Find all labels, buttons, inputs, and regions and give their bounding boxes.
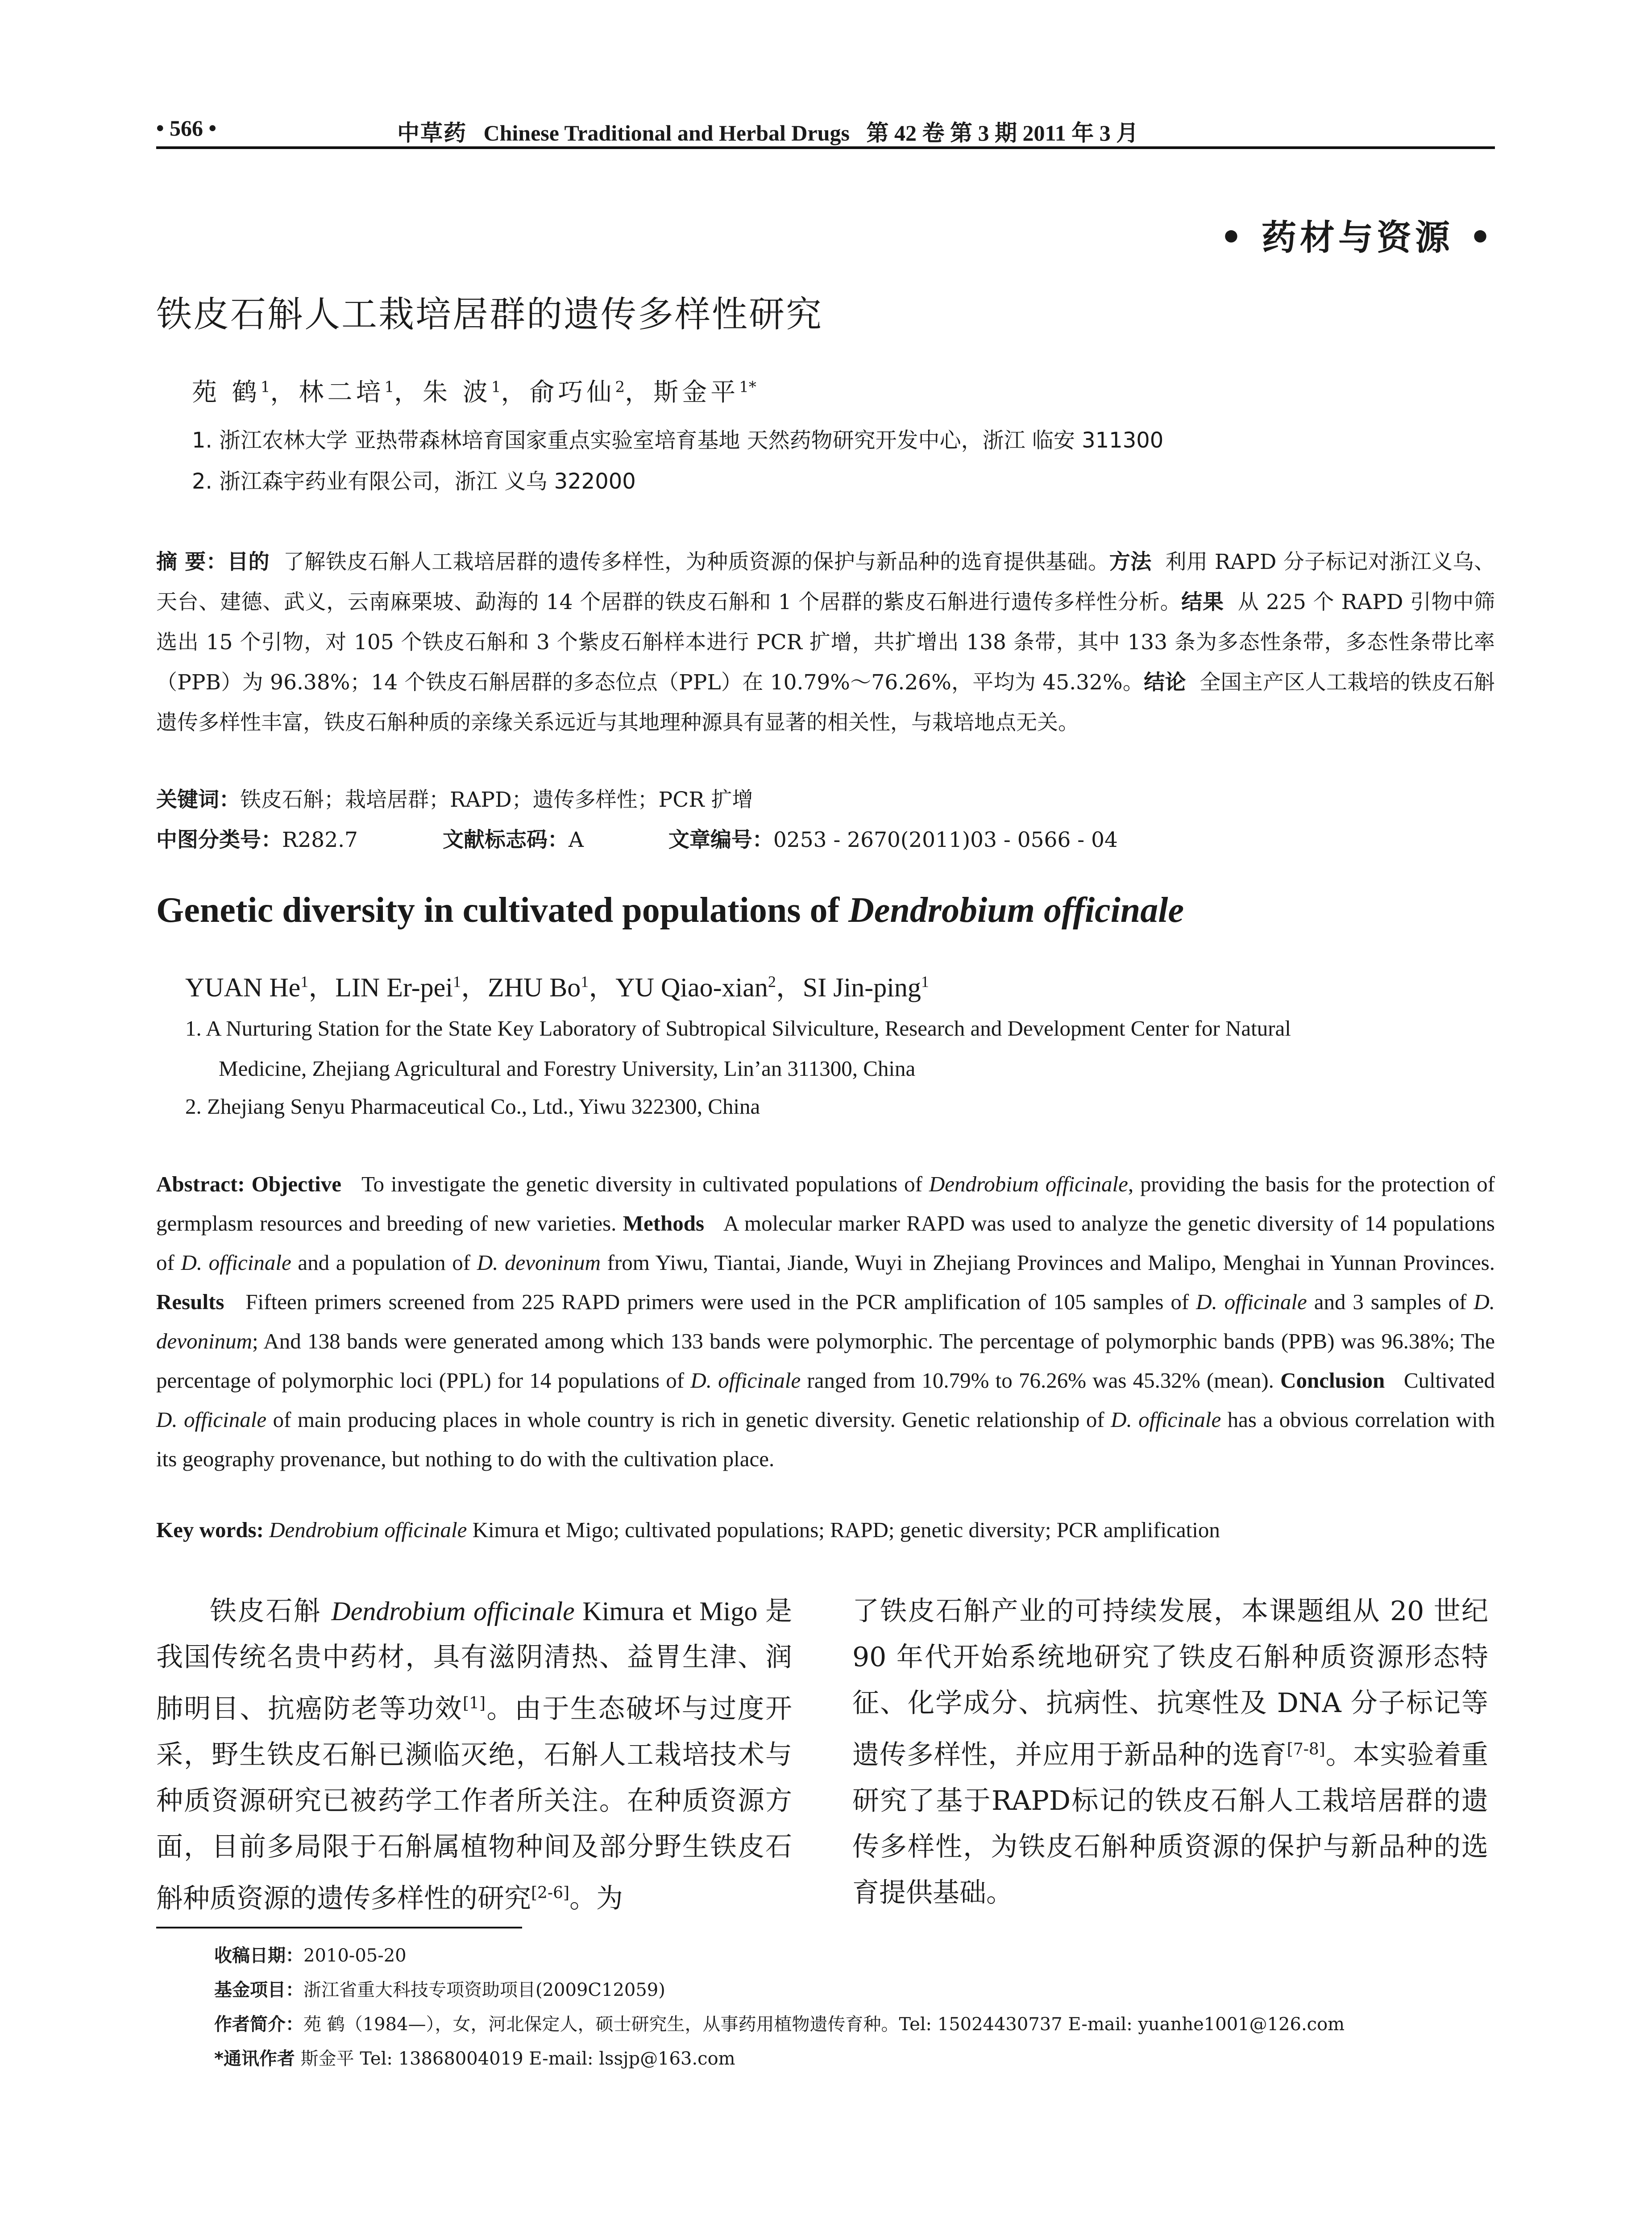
classification-line xyxy=(156,823,1118,853)
abstract-label: 摘 要： xyxy=(156,550,228,574)
methods-text: from Yiwu, Tiantai, Jiande, Wuyi in Zhejiang Provinces and Malipo, Menghai in Yunnan Provinces. xyxy=(600,1250,1495,1275)
body-text: 。为 xyxy=(569,1883,623,1914)
species-name: D. officinale xyxy=(690,1368,801,1393)
body-text: 。由于生态破坏与过度开采，野生铁皮石斛已濒临灭绝，石斛人工栽培技术与种质资源研究已被药学工作者所关注。在种质资源方面，目前多局限于石斛属植物种间及部分野生铁皮石斛种质资源的遗传多样性的研究 xyxy=(156,1693,792,1914)
author-list-chinese: 苑 鹤$^1$，林二培$^1$，朱 波$^1$，俞巧仙$^2$，斯金平$^{1*}$ xyxy=(192,378,756,407)
footnotes xyxy=(214,1939,1345,2076)
author-name: YUAN He xyxy=(185,973,301,1002)
affiliation-english-1-line2: Medicine, Zhejiang Agricultural and Forestry University, Lin’an 311300, China xyxy=(219,1056,916,1081)
footnote-divider xyxy=(156,1927,522,1928)
results-text: Fifteen primers screened from 225 RAPD primers were used in the PCR amplification of 105 samples of xyxy=(245,1290,1196,1314)
author-affiliation-mark: 1 xyxy=(384,378,394,396)
abstract-chinese xyxy=(156,542,1495,743)
footnote-text: 斯金平 Tel: 13868004019 E-mail: lssjp@163.com xyxy=(295,2049,735,2069)
affiliation-english-2: 2. Zhejiang Senyu Pharmaceutical Co., Ltd., Yiwu 322300, China xyxy=(185,1094,760,1119)
author-affiliation-mark: 1 xyxy=(300,973,309,991)
journal-info xyxy=(397,115,1138,147)
title-english-species: Dendrobium officinale xyxy=(848,891,1184,930)
species-name: Dendrobium officinale xyxy=(929,1172,1128,1196)
keywords-label: Key words: xyxy=(156,1518,264,1542)
author-name: 林二培 xyxy=(299,378,385,407)
author-affiliation-mark: 1 xyxy=(581,973,589,991)
conclusion-label: 结论 xyxy=(1144,670,1186,695)
species-name: D. officinale xyxy=(156,1407,267,1432)
footnote-author xyxy=(214,2007,1345,2042)
objective-text: To investigate the genetic diversity in cultivated populations of xyxy=(361,1172,929,1196)
footnote-text: 苑 鹤（1984—），女，河北保定人，硕士研究生，从事药用植物遗传育种。Tel: 15024430737 E-mail: yuanhe1001@126.com xyxy=(303,2014,1345,2035)
affiliation-english-1 xyxy=(185,1008,1495,1089)
keywords-chinese xyxy=(156,783,753,813)
methods-label: 方法 xyxy=(1109,550,1152,574)
keywords-english xyxy=(156,1517,1220,1543)
objective-label: 目的 xyxy=(227,550,270,574)
species-name: D. officinale xyxy=(1196,1290,1307,1314)
author-name: 斯金平 xyxy=(653,378,739,407)
body-text: 。本实验着重研究了基于RAPD标记的铁皮石斛人工栽培居群的遗传多样性，为铁皮石斛种质资源的保护与新品种的选育提供基础。 xyxy=(852,1739,1489,1908)
author-name: 苑 鹤 xyxy=(192,378,261,407)
body-column-left xyxy=(156,1588,792,1922)
article-number: 0253 - 2670(2011)03 - 0566 - 04 xyxy=(773,828,1118,852)
species-name: Dendrobium officinale xyxy=(269,1518,467,1542)
footnote-label: 作者简介： xyxy=(214,2014,303,2035)
author-name: ZHU Bo xyxy=(487,973,581,1002)
title-english xyxy=(156,890,1184,931)
keywords-text: Kimura et Migo; cultivated populations; RAPD; genetic diversity; PCR amplification xyxy=(467,1518,1220,1542)
species-name: D. devoninum xyxy=(477,1250,601,1275)
citation: [2-6] xyxy=(531,1884,570,1902)
citation: [7-8] xyxy=(1287,1740,1325,1758)
objective-text: 了解铁皮石斛人工栽培居群的遗传多样性，为种质资源的保护与新品种的选育提供基础。 xyxy=(283,550,1109,574)
author-name: YU Qiao-xian xyxy=(615,973,768,1002)
document-code-label: 文献标志码： xyxy=(442,828,569,852)
methods-text: A molecular marker RAPD was used to analyze the genetic diversity of 14 populations of xyxy=(156,1211,1495,1275)
article-number-label: 文章编号： xyxy=(668,828,773,852)
author-affiliation-mark: 2 xyxy=(768,973,776,991)
methods-text: and a population of xyxy=(291,1250,477,1275)
conclusion-text: has a obvious correlation with its geography provenance, but nothing to do with the cultivation place. xyxy=(156,1407,1495,1471)
results-text: ranged from 10.79% to 76.26% was 45.32% (mean). xyxy=(801,1368,1274,1393)
footnote-label: 基金项目： xyxy=(214,1980,303,2000)
author-affiliation-mark: 2 xyxy=(615,378,625,396)
methods-text: 利用 RAPD 分子标记对浙江义乌、天台、建德、武义，云南麻栗坡、勐海的 14 个居群的铁皮石斛和 1 个居群的紫皮石斛进行遗传多样性分析。 xyxy=(156,550,1495,614)
footnote-corresponding xyxy=(214,2042,1345,2076)
conclusion-text: of main producing places in whole country is rich in genetic diversity. Genetic relationship of xyxy=(266,1407,1111,1432)
species-name: D. officinale xyxy=(181,1250,291,1275)
body-column-right xyxy=(852,1588,1488,1916)
author-name: LIN Er-pei xyxy=(335,973,453,1002)
author-name: SI Jin-ping xyxy=(802,973,921,1002)
clc-label: 中图分类号： xyxy=(156,828,282,852)
author-affiliation-mark: 1 xyxy=(491,378,501,396)
keywords-label: 关键词： xyxy=(156,788,240,812)
footnote-received xyxy=(214,1939,1345,1973)
species-name: D. devoninum xyxy=(156,1290,1495,1353)
title-chinese: 铁皮石斛人工栽培居群的遗传多样性研究 xyxy=(156,294,823,335)
methods-label: Methods xyxy=(623,1211,705,1236)
species-name: D. officinale xyxy=(1111,1407,1221,1432)
footnote-text: 浙江省重大科技专项资助项目(2009C12059) xyxy=(303,1980,665,2000)
conclusion-label: Conclusion xyxy=(1280,1368,1385,1393)
running-header xyxy=(156,115,1495,149)
keywords-text: 铁皮石斛；栽培居群；RAPD；遗传多样性；PCR 扩增 xyxy=(240,788,753,812)
footnote-text: 2010-05-20 xyxy=(303,1945,407,1966)
page-number: • 566 • xyxy=(156,116,217,141)
results-text: ; And 138 bands were generated among which 133 bands were polymorphic. The percentage of polymorphic bands (PPB) was 96.38%; The percentage of polymorphic loci (PPL) for 14 populations of xyxy=(156,1329,1495,1393)
journal-issue: 第 42 卷 第 3 期 2011 年 3 月 xyxy=(866,120,1139,145)
abstract-english xyxy=(156,1165,1495,1479)
affiliation-chinese-2: 2. 浙江森宇药业有限公司，浙江 义乌 322000 xyxy=(192,469,636,494)
section-tag: • 药材与资源 • xyxy=(1220,218,1495,258)
journal-name-cn: 中草药 xyxy=(397,120,467,146)
objective-text: , providing the basis for the protection of germplasm resources and breeding of new varieties. xyxy=(156,1172,1495,1236)
author-affiliation-mark: 1* xyxy=(739,378,756,396)
author-affiliation-mark: 1 xyxy=(921,973,929,991)
results-text: 从 225 个 RAPD 引物中筛选出 15 个引物，对 105 个铁皮石斛和 3 个紫皮石斛样本进行 PCR 扩增，共扩增出 138 条带，其中 133 条为多态性条带，多态性条带比率（PPB）为 96.38%；14 个铁皮石斛居群的多态位点（PPL）在 10.79%～76.26%，平均为 45.32%。 xyxy=(156,590,1495,695)
footnote-fund xyxy=(214,1973,1345,2007)
conclusion-text: Cultivated xyxy=(1403,1368,1495,1393)
clc-number: R282.7 xyxy=(282,828,358,852)
results-label: 结果 xyxy=(1181,590,1224,614)
footnote-label: *通讯作者 xyxy=(214,2049,295,2069)
body-text: Kimura et Migo 是我国传统名贵中药材，具有滋阴清热、益胃生津、润肺明目、抗癌防老等功效 xyxy=(156,1597,792,1724)
results-text: and 3 samples of xyxy=(1307,1290,1474,1314)
author-affiliation-mark: 1 xyxy=(452,973,461,991)
citation: [1] xyxy=(463,1694,486,1713)
author-list-english: YUAN He$^1$，LIN Er-pei$^1$，ZHU Bo$^1$，YU Qiao-xian$^2$，SI Jin-ping$^1$ xyxy=(185,973,929,1002)
author-affiliation-mark: 1 xyxy=(260,378,270,396)
document-code: A xyxy=(568,828,584,852)
results-label: Results xyxy=(156,1290,224,1314)
body-text: 了铁皮石斛产业的可持续发展，本课题组从 20 世纪 90 年代开始系统地研究了铁皮石斛种质资源形态特征、化学成分、抗病性、抗寒性及 DNA 分子标记等遗传多样性，并应用于新品种的选育 xyxy=(852,1596,1488,1771)
journal-name-en: Chinese Traditional and Herbal Drugs xyxy=(483,120,850,145)
affiliation-chinese-1: 1. 浙江农林大学 亚热带森林培育国家重点实验室培育基地 天然药物研究开发中心，浙江 临安 311300 xyxy=(192,428,1164,453)
abstract-objective-label: Abstract: Objective xyxy=(156,1172,342,1196)
species-name: Dendrobium officinale xyxy=(331,1597,575,1626)
title-english-text: Genetic diversity in cultivated populations of xyxy=(156,891,849,930)
footnote-label: 收稿日期： xyxy=(214,1945,303,1966)
author-name: 俞巧仙 xyxy=(529,378,615,407)
author-name: 朱 波 xyxy=(423,378,491,407)
conclusion-text: 全国主产区人工栽培的铁皮石斛遗传多样性丰富，铁皮石斛种质的亲缘关系远近与其地理种源具有显著的相关性，与栽培地点无关。 xyxy=(156,670,1495,735)
body-text: 铁皮石斛 xyxy=(210,1596,332,1627)
affiliation-english-1-line1: 1. A Nurturing Station for the State Key Laboratory of Subtropical Silviculture, Research and Development Center for Natural xyxy=(185,1016,1291,1041)
